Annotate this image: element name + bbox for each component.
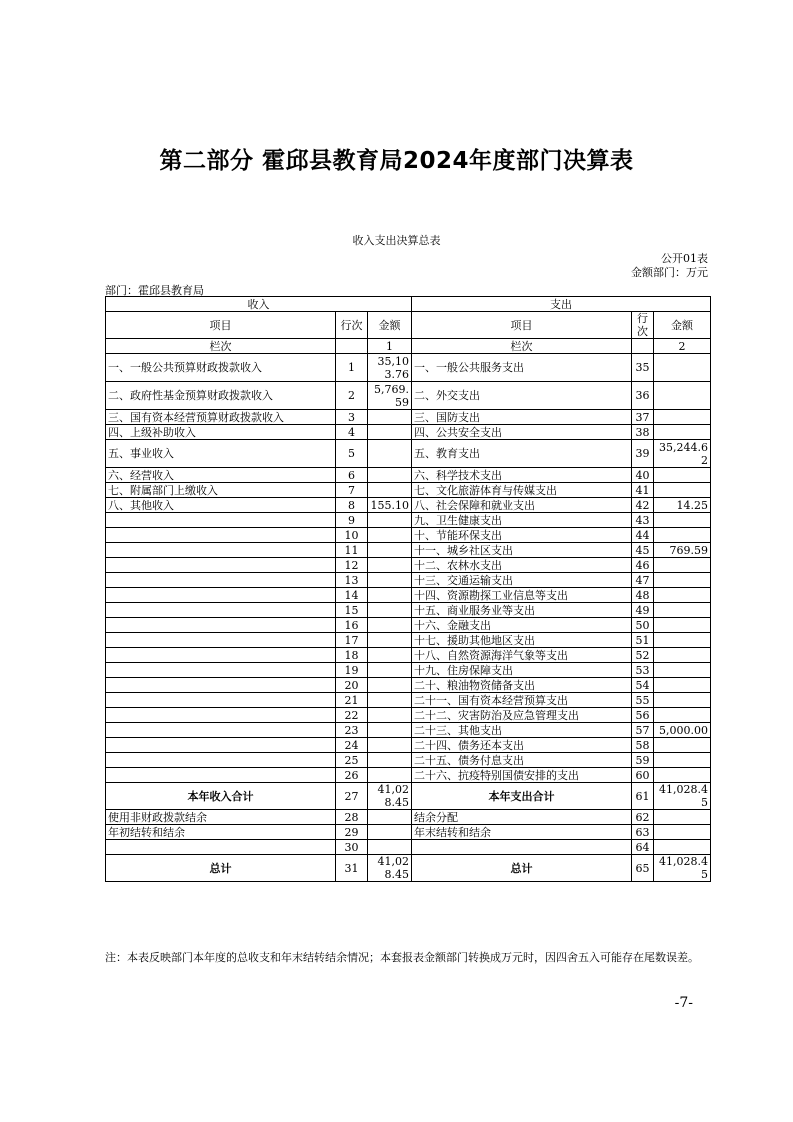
income-amount-cell: 155.10 — [368, 498, 412, 513]
expense-amount-cell — [654, 663, 711, 678]
income-amount-cell — [368, 678, 412, 693]
income-item-cell — [106, 513, 336, 528]
table-row — [106, 753, 711, 768]
income-item-cell — [106, 633, 336, 648]
income-amount-cell — [368, 528, 412, 543]
income-amount-cell: 35,103.76 — [368, 354, 412, 382]
expense-amount-cell: 14.25 — [654, 498, 711, 513]
expense-amount-cell — [654, 513, 711, 528]
expense-row-no-cell: 61 — [632, 783, 654, 810]
expense-row-no-cell: 58 — [632, 738, 654, 753]
expense-item-cell: 二十三、其他支出 — [412, 723, 632, 738]
expense-column-label: 栏次 — [412, 339, 632, 354]
expense-row-no-cell: 36 — [632, 382, 654, 410]
income-item-cell — [106, 618, 336, 633]
expense-amount-cell — [654, 468, 711, 483]
expense-amount-cell — [654, 603, 711, 618]
expense-amount-cell: 769.59 — [654, 543, 711, 558]
income-row-no-cell: 22 — [336, 708, 368, 723]
income-expense-table — [105, 296, 711, 882]
income-header: 收入 — [106, 297, 412, 312]
table-row — [106, 618, 711, 633]
expense-item-cell: 十二、农林水支出 — [412, 558, 632, 573]
income-row-no-cell: 19 — [336, 663, 368, 678]
income-row-no-cell: 13 — [336, 573, 368, 588]
table-row — [106, 768, 711, 783]
expense-item-cell: 十、节能环保支出 — [412, 528, 632, 543]
expense-item-cell: 四、公共安全支出 — [412, 425, 632, 440]
expense-amount-cell — [654, 708, 711, 723]
income-amount-cell — [368, 468, 412, 483]
income-amount-cell — [368, 663, 412, 678]
income-amount-cell — [368, 543, 412, 558]
table-row — [106, 498, 711, 513]
income-item-cell — [106, 708, 336, 723]
income-item-cell: 四、上级补助收入 — [106, 425, 336, 440]
income-row-no-cell: 15 — [336, 603, 368, 618]
expense-amount-cell — [654, 410, 711, 425]
expense-row-no-cell: 41 — [632, 483, 654, 498]
income-amount-cell — [368, 753, 412, 768]
expense-row-no-cell: 44 — [632, 528, 654, 543]
expense-item-cell: 二、外交支出 — [412, 382, 632, 410]
expense-row-no-cell: 56 — [632, 708, 654, 723]
expense-item-cell: 十四、资源勘探工业信息等支出 — [412, 588, 632, 603]
expense-amount-cell — [654, 678, 711, 693]
expense-item-cell: 十八、自然资源海洋气象等支出 — [412, 648, 632, 663]
table-row — [106, 825, 711, 840]
expense-item-cell: 七、文化旅游体育与传媒支出 — [412, 483, 632, 498]
table-row — [106, 663, 711, 678]
income-amount-header: 金额 — [368, 312, 412, 339]
table-row — [106, 588, 711, 603]
expense-row-no-cell: 64 — [632, 840, 654, 855]
section-header-row — [106, 297, 711, 312]
expense-row-no-cell: 53 — [632, 663, 654, 678]
income-item-cell: 本年收入合计 — [106, 783, 336, 810]
income-row-no-cell: 24 — [336, 738, 368, 753]
income-amount-cell — [368, 648, 412, 663]
expense-item-header: 项目 — [412, 312, 632, 339]
expense-amount-cell — [654, 825, 711, 840]
expense-amount-cell — [654, 618, 711, 633]
income-row-no-cell: 20 — [336, 678, 368, 693]
expense-row-no-cell: 60 — [632, 768, 654, 783]
expense-row-no-cell: 51 — [632, 633, 654, 648]
income-amount-cell — [368, 603, 412, 618]
expense-item-cell: 二十四、债务还本支出 — [412, 738, 632, 753]
table-row — [106, 783, 711, 810]
income-item-cell — [106, 603, 336, 618]
income-row-no-cell: 27 — [336, 783, 368, 810]
page-number: -7- — [674, 995, 693, 1011]
expense-row-no-cell: 63 — [632, 825, 654, 840]
income-amount-cell — [368, 440, 412, 468]
income-amount-cell — [368, 708, 412, 723]
expense-item-cell: 三、国防支出 — [412, 410, 632, 425]
expense-amount-cell — [654, 753, 711, 768]
income-row-no-cell: 7 — [336, 483, 368, 498]
income-item-header: 项目 — [106, 312, 336, 339]
expense-amount-cell — [654, 382, 711, 410]
table-row — [106, 648, 711, 663]
form-code: 公开01表 — [661, 252, 708, 265]
income-amount-cell — [368, 768, 412, 783]
table-row — [106, 633, 711, 648]
expense-row-no-cell: 65 — [632, 855, 654, 882]
income-amount-cell: 5,769.59 — [368, 382, 412, 410]
expense-item-cell — [412, 840, 632, 855]
expense-item-cell: 总计 — [412, 855, 632, 882]
income-row-no-cell: 6 — [336, 468, 368, 483]
expense-amount-cell — [654, 768, 711, 783]
table-row — [106, 440, 711, 468]
expense-row-no-cell: 38 — [632, 425, 654, 440]
income-item-cell — [106, 543, 336, 558]
income-row-no-cell: 12 — [336, 558, 368, 573]
income-amount-cell — [368, 573, 412, 588]
expense-row-no-cell: 43 — [632, 513, 654, 528]
income-amount-cell — [368, 738, 412, 753]
income-item-cell: 年初结转和结余 — [106, 825, 336, 840]
table-row — [106, 840, 711, 855]
expense-row-no-cell: 35 — [632, 354, 654, 382]
expense-item-cell: 十五、商业服务业等支出 — [412, 603, 632, 618]
income-amount-cell — [368, 693, 412, 708]
expense-item-cell: 十一、城乡社区支出 — [412, 543, 632, 558]
table-row — [106, 678, 711, 693]
income-row-no-cell: 3 — [336, 410, 368, 425]
income-item-cell: 一、一般公共预算财政拨款收入 — [106, 354, 336, 382]
income-row-no-cell: 8 — [336, 498, 368, 513]
income-item-cell — [106, 648, 336, 663]
income-item-cell — [106, 663, 336, 678]
income-item-cell: 使用非财政拨款结余 — [106, 810, 336, 825]
table-row — [106, 693, 711, 708]
expense-row-no-cell: 62 — [632, 810, 654, 825]
income-item-cell — [106, 678, 336, 693]
income-row-no-cell: 29 — [336, 825, 368, 840]
expense-row-no-cell: 52 — [632, 648, 654, 663]
expense-item-cell: 一、一般公共服务支出 — [412, 354, 632, 382]
income-row-no-cell: 10 — [336, 528, 368, 543]
expense-row-no-header: 行次 — [632, 312, 654, 339]
expense-item-cell: 二十一、国有资本经营预算支出 — [412, 693, 632, 708]
expense-item-cell: 二十五、债务付息支出 — [412, 753, 632, 768]
table-row — [106, 543, 711, 558]
income-row-no-cell: 30 — [336, 840, 368, 855]
income-item-cell: 三、国有资本经营预算财政拨款收入 — [106, 410, 336, 425]
income-row-no-cell: 28 — [336, 810, 368, 825]
income-column-blank — [336, 339, 368, 354]
income-amount-cell — [368, 825, 412, 840]
income-item-cell: 二、政府性基金预算财政拨款收入 — [106, 382, 336, 410]
expense-item-cell: 五、教育支出 — [412, 440, 632, 468]
expense-row-no-cell: 37 — [632, 410, 654, 425]
expense-amount-cell — [654, 588, 711, 603]
expense-column-number: 2 — [654, 339, 711, 354]
expense-row-no-cell: 47 — [632, 573, 654, 588]
income-amount-cell — [368, 513, 412, 528]
income-amount-cell — [368, 723, 412, 738]
income-item-cell — [106, 753, 336, 768]
expense-item-cell: 六、科学技术支出 — [412, 468, 632, 483]
expense-row-no-cell: 39 — [632, 440, 654, 468]
income-amount-cell — [368, 588, 412, 603]
table-row — [106, 603, 711, 618]
income-row-no-cell: 11 — [336, 543, 368, 558]
expense-amount-cell: 41,028.45 — [654, 783, 711, 810]
table-row — [106, 513, 711, 528]
expense-row-no-cell: 46 — [632, 558, 654, 573]
expense-row-no-cell: 55 — [632, 693, 654, 708]
income-item-cell — [106, 723, 336, 738]
expense-amount-cell: 35,244.62 — [654, 440, 711, 468]
income-amount-cell — [368, 410, 412, 425]
income-item-cell — [106, 840, 336, 855]
expense-header: 支出 — [412, 297, 711, 312]
expense-row-no-cell: 40 — [632, 468, 654, 483]
table-row — [106, 483, 711, 498]
income-row-no-cell: 1 — [336, 354, 368, 382]
expense-amount-cell — [654, 738, 711, 753]
expense-amount-cell — [654, 840, 711, 855]
expense-row-no-cell: 50 — [632, 618, 654, 633]
table-row — [106, 738, 711, 753]
expense-row-no-cell: 59 — [632, 753, 654, 768]
expense-amount-cell — [654, 693, 711, 708]
income-item-cell — [106, 588, 336, 603]
table-row — [106, 558, 711, 573]
income-amount-cell — [368, 810, 412, 825]
income-row-no-cell: 23 — [336, 723, 368, 738]
expense-amount-cell — [654, 354, 711, 382]
income-amount-cell — [368, 425, 412, 440]
expense-amount-cell — [654, 483, 711, 498]
table-row — [106, 810, 711, 825]
expense-amount-cell — [654, 573, 711, 588]
income-row-no-cell: 2 — [336, 382, 368, 410]
expense-row-no-cell: 57 — [632, 723, 654, 738]
expense-row-no-cell: 49 — [632, 603, 654, 618]
income-row-no-cell: 21 — [336, 693, 368, 708]
table-row — [106, 382, 711, 410]
income-column-number: 1 — [368, 339, 412, 354]
table-row — [106, 425, 711, 440]
income-amount-cell — [368, 483, 412, 498]
expense-row-no-cell: 48 — [632, 588, 654, 603]
expense-item-cell: 十三、交通运输支出 — [412, 573, 632, 588]
expense-amount-cell — [654, 558, 711, 573]
income-row-no-cell: 26 — [336, 768, 368, 783]
expense-amount-cell: 41,028.45 — [654, 855, 711, 882]
income-row-no-cell: 18 — [336, 648, 368, 663]
expense-amount-cell — [654, 648, 711, 663]
expense-row-no-cell: 45 — [632, 543, 654, 558]
amount-unit: 金额部门：万元 — [631, 266, 708, 279]
expense-amount-header: 金额 — [654, 312, 711, 339]
expense-row-no-cell: 54 — [632, 678, 654, 693]
income-row-no-cell: 16 — [336, 618, 368, 633]
expense-item-cell: 二十、粮油物资储备支出 — [412, 678, 632, 693]
table-row — [106, 855, 711, 882]
income-amount-cell: 41,028.45 — [368, 855, 412, 882]
income-item-cell — [106, 768, 336, 783]
expense-row-no-cell: 42 — [632, 498, 654, 513]
expense-amount-cell — [654, 528, 711, 543]
expense-item-cell: 十九、住房保障支出 — [412, 663, 632, 678]
page-title: 第二部分 霍邱县教育局2024年度部门决算表 — [159, 148, 634, 174]
income-item-cell: 总计 — [106, 855, 336, 882]
income-row-no-cell: 14 — [336, 588, 368, 603]
expense-amount-cell — [654, 810, 711, 825]
column-header-row — [106, 312, 711, 339]
income-amount-cell — [368, 633, 412, 648]
expense-item-cell: 结余分配 — [412, 810, 632, 825]
table-row — [106, 573, 711, 588]
expense-item-cell: 本年支出合计 — [412, 783, 632, 810]
income-item-cell: 七、附属部门上缴收入 — [106, 483, 336, 498]
expense-column-blank — [632, 339, 654, 354]
income-amount-cell — [368, 618, 412, 633]
table-row — [106, 708, 711, 723]
table-subtitle: 收入支出决算总表 — [352, 234, 441, 247]
income-item-cell — [106, 528, 336, 543]
expense-amount-cell: 5,000.00 — [654, 723, 711, 738]
income-row-no-cell: 4 — [336, 425, 368, 440]
department-label: 部门：霍邱县教育局 — [105, 284, 204, 297]
income-item-cell: 六、经营收入 — [106, 468, 336, 483]
expense-item-cell: 二十二、灾害防治及应急管理支出 — [412, 708, 632, 723]
income-amount-cell: 41,028.45 — [368, 783, 412, 810]
expense-item-cell: 年末结转和结余 — [412, 825, 632, 840]
income-item-cell: 五、事业收入 — [106, 440, 336, 468]
table-row — [106, 410, 711, 425]
income-amount-cell — [368, 558, 412, 573]
income-item-cell — [106, 558, 336, 573]
expense-item-cell: 九、卫生健康支出 — [412, 513, 632, 528]
income-row-no-cell: 9 — [336, 513, 368, 528]
income-column-label: 栏次 — [106, 339, 336, 354]
income-row-no-cell: 25 — [336, 753, 368, 768]
expense-item-cell: 八、社会保障和就业支出 — [412, 498, 632, 513]
column-index-row — [106, 339, 711, 354]
income-row-no-cell: 17 — [336, 633, 368, 648]
footnote: 注：本表反映部门本年度的总收支和年末结转结余情况；本套报表金额部门转换成万元时，因四舍五入可能存在尾数误差。 — [105, 951, 699, 964]
expense-item-cell: 二十六、抗疫特别国债安排的支出 — [412, 768, 632, 783]
table-row — [106, 468, 711, 483]
income-amount-cell — [368, 840, 412, 855]
table-row — [106, 723, 711, 738]
expense-amount-cell — [654, 425, 711, 440]
income-item-cell — [106, 573, 336, 588]
income-row-no-cell: 31 — [336, 855, 368, 882]
expense-item-cell: 十六、金融支出 — [412, 618, 632, 633]
income-item-cell — [106, 738, 336, 753]
table-row — [106, 354, 711, 382]
income-item-cell: 八、其他收入 — [106, 498, 336, 513]
income-item-cell — [106, 693, 336, 708]
expense-amount-cell — [654, 633, 711, 648]
table-row — [106, 528, 711, 543]
income-row-no-cell: 5 — [336, 440, 368, 468]
income-row-no-header: 行次 — [336, 312, 368, 339]
expense-item-cell: 十七、援助其他地区支出 — [412, 633, 632, 648]
